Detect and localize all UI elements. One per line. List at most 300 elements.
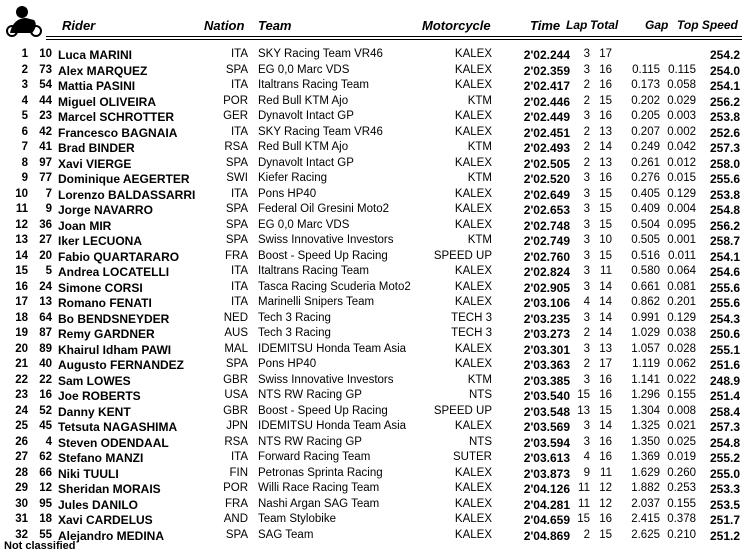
gap-to-previous-cell: 0.028 [667, 342, 696, 355]
lap-time-cell: 2'02.760 [523, 249, 570, 264]
header-total: Total [590, 18, 619, 32]
total-laps-cell: 16 [599, 435, 612, 448]
total-laps-cell: 16 [599, 79, 612, 91]
table-row [0, 249, 745, 265]
top-speed-cell: 256.2 [709, 94, 740, 109]
team-cell: Italtrans Racing Team [258, 79, 370, 91]
top-speed-cell: 254.0 [709, 63, 740, 78]
rider-number-cell: 24 [39, 280, 52, 293]
gap-to-previous-cell: 0.062 [667, 358, 696, 370]
rider-name-cell: Alejandro MEDINA [58, 528, 165, 543]
team-cell: Forward Racing Team [258, 451, 371, 463]
team-cell: Tech 3 Racing [258, 327, 331, 339]
gap-to-first-cell: 0.173 [631, 79, 660, 91]
total-laps-cell: 12 [599, 497, 612, 510]
rider-number-cell: 42 [39, 125, 52, 138]
total-laps-cell: 15 [599, 218, 612, 231]
motorcycle-cell: SPEED UP [433, 404, 492, 417]
top-speed-cell: 253.3 [709, 482, 740, 496]
position-cell: 27 [15, 451, 28, 463]
rider-name-cell: Tetsuta NAGASHIMA [58, 420, 178, 434]
motorcycle-cell: KTM [467, 141, 492, 153]
top-speed-cell: 255.6 [709, 280, 740, 295]
position-cell: 28 [15, 466, 28, 479]
motorcycle-cell: KALEX [454, 528, 492, 541]
table-row [0, 218, 745, 234]
lap-cell: 3 [583, 187, 590, 200]
rider-number-cell: 36 [39, 218, 52, 231]
top-speed-cell: 251.2 [709, 528, 740, 543]
nation-cell: ITA [230, 296, 248, 308]
table-row [0, 94, 745, 110]
motorcycle-cell: KALEX [454, 342, 492, 355]
motorcycle-cell: KALEX [454, 63, 492, 76]
motorcycle-cell: KALEX [454, 466, 492, 479]
gap-to-previous-cell: 0.081 [667, 280, 696, 293]
table-row [0, 528, 745, 544]
team-cell: Dynavolt Intact GP [258, 110, 354, 122]
rider-name-cell: Miguel OLIVEIRA [58, 94, 157, 109]
team-cell: Pons HP40 [258, 187, 317, 200]
gap-to-first-cell: 1.141 [631, 373, 660, 386]
table-row [0, 125, 745, 141]
total-laps-cell: 16 [599, 389, 612, 401]
gap-to-first-cell: 1.057 [631, 342, 660, 355]
top-speed-cell: 251.6 [709, 358, 740, 372]
position-cell: 17 [15, 296, 28, 308]
lap-cell: 4 [583, 296, 590, 308]
position-cell: 1 [21, 48, 28, 60]
nation-cell: GBR [223, 404, 248, 417]
rider-number-cell: 62 [39, 451, 52, 463]
header-divider [46, 36, 742, 37]
nation-cell: JPN [226, 420, 248, 432]
rider-name-cell: Sheridan MORAIS [58, 482, 161, 496]
total-laps-cell: 15 [599, 203, 612, 215]
total-laps-cell: 13 [599, 156, 612, 169]
table-row [0, 373, 745, 389]
lap-time-cell: 2'03.594 [523, 435, 570, 450]
lap-cell: 2 [583, 358, 590, 370]
total-laps-cell: 17 [599, 358, 612, 370]
gap-to-first-cell: 0.249 [631, 141, 660, 153]
total-laps-cell: 13 [599, 125, 612, 138]
gap-to-previous-cell: 0.011 [668, 249, 696, 262]
team-cell: Team Stylobike [258, 513, 336, 525]
motorcycle-cell: KTM [467, 373, 492, 386]
rider-name-cell: Bo BENDSNEYDER [58, 311, 170, 326]
position-cell: 10 [15, 187, 28, 200]
gap-to-previous-cell: 0.015 [667, 172, 696, 184]
team-cell: Red Bull KTM Ajo [258, 94, 349, 107]
gap-to-previous-cell: 0.260 [667, 466, 696, 479]
team-cell: Petronas Sprinta Racing [258, 466, 383, 479]
gap-to-first-cell: 0.261 [631, 156, 660, 169]
lap-time-cell: 2'03.301 [523, 342, 570, 357]
position-cell: 31 [15, 513, 28, 525]
gap-to-first-cell: 1.350 [631, 435, 660, 448]
top-speed-cell: 253.5 [709, 497, 740, 512]
lap-time-cell: 2'03.363 [523, 358, 570, 372]
top-speed-cell: 258.0 [709, 156, 740, 171]
rider-number-cell: 27 [39, 234, 52, 246]
header-rider: Rider [62, 18, 96, 33]
rider-name-cell: Fabio QUARTARARO [58, 249, 180, 264]
gap-to-previous-cell: 0.058 [667, 79, 696, 91]
nation-cell: ITA [230, 451, 248, 463]
nation-cell: ITA [230, 79, 248, 91]
lap-cell: 13 [577, 404, 590, 417]
position-cell: 12 [15, 218, 28, 231]
table-row [0, 435, 745, 451]
nation-cell: POR [223, 482, 248, 494]
team-cell: NTS RW Racing GP [258, 389, 362, 401]
total-laps-cell: 14 [599, 420, 612, 432]
position-cell: 13 [15, 234, 28, 246]
rider-name-cell: Xavi VIERGE [58, 156, 132, 171]
lap-time-cell: 2'03.106 [523, 296, 570, 310]
gap-to-first-cell: 1.629 [631, 466, 660, 479]
lap-cell: 2 [583, 79, 590, 91]
gap-to-previous-cell: 0.253 [667, 482, 696, 494]
nation-cell: SPA [225, 203, 248, 215]
rider-number-cell: 54 [39, 79, 52, 91]
table-row [0, 311, 745, 327]
gap-to-first-cell: 0.504 [631, 218, 660, 231]
rider-name-cell: Francesco BAGNAIA [58, 125, 178, 140]
total-laps-cell: 16 [599, 63, 612, 76]
header-lap: Lap [566, 18, 588, 32]
nation-cell: RSA [224, 435, 248, 448]
lap-cell: 2 [583, 125, 590, 138]
gap-to-previous-cell: 0.022 [667, 373, 696, 386]
rider-name-cell: Mattia PASINI [58, 79, 136, 93]
gap-to-previous-cell: 0.064 [667, 265, 696, 277]
gap-to-previous-cell: 0.129 [667, 311, 696, 324]
motorcycle-cell: KALEX [454, 110, 492, 122]
rider-number-cell: 52 [39, 404, 52, 417]
rider-name-cell: Dominique AEGERTER [58, 172, 190, 186]
top-speed-cell: 255.2 [709, 451, 740, 465]
position-cell: 21 [15, 358, 28, 370]
lap-cell: 3 [583, 234, 590, 246]
nation-cell: RSA [224, 141, 248, 153]
table-row [0, 171, 745, 187]
nation-cell: FRA [225, 249, 248, 262]
team-cell: Swiss Innovative Investors [258, 234, 394, 246]
position-cell: 4 [21, 94, 28, 107]
motorcycle-cell: NTS [469, 389, 492, 401]
motorcycle-cell: KALEX [454, 513, 492, 525]
rider-number-cell: 18 [39, 513, 52, 525]
lap-time-cell: 2'02.505 [523, 156, 570, 171]
total-laps-cell: 17 [599, 48, 612, 60]
nation-cell: SPA [225, 528, 248, 541]
rider-number-cell: 64 [39, 311, 52, 324]
team-cell: Boost - Speed Up Racing [258, 404, 388, 417]
gap-to-previous-cell: 0.095 [667, 218, 696, 231]
rider-name-cell: Steven ODENDAAL [58, 435, 169, 450]
nation-cell: ITA [230, 125, 248, 138]
position-cell: 14 [15, 249, 28, 262]
gap-to-previous-cell: 0.129 [667, 187, 696, 200]
gap-to-previous-cell: 0.008 [667, 404, 696, 417]
lap-cell: 2 [583, 141, 590, 153]
lap-time-cell: 2'03.540 [523, 389, 570, 403]
lap-cell: 15 [577, 389, 590, 401]
total-laps-cell: 11 [600, 466, 612, 479]
gap-to-first-cell: 1.325 [631, 420, 660, 432]
gap-to-first-cell: 0.516 [631, 249, 660, 262]
position-cell: 25 [15, 420, 28, 432]
top-speed-cell: 254.6 [709, 265, 740, 279]
top-speed-cell: 257.3 [709, 420, 740, 434]
motorcycle-cell: KTM [467, 172, 492, 184]
gap-to-first-cell: 0.661 [631, 280, 660, 293]
table-row [0, 512, 745, 528]
lap-cell: 2 [583, 94, 590, 107]
top-speed-cell: 255.6 [709, 172, 740, 186]
position-cell: 2 [21, 63, 28, 76]
total-laps-cell: 13 [599, 342, 612, 355]
gap-to-first-cell: 0.202 [631, 94, 660, 107]
gap-to-first-cell: 0.205 [631, 110, 660, 122]
motorcycle-cell: KALEX [454, 265, 492, 277]
lap-cell: 3 [583, 373, 590, 386]
lap-cell: 15 [577, 513, 590, 525]
top-speed-cell: 254.1 [709, 79, 740, 93]
lap-time-cell: 2'03.548 [523, 404, 570, 419]
lap-cell: 3 [583, 265, 590, 277]
motorcycle-cell: KALEX [454, 187, 492, 200]
top-speed-cell: 257.3 [709, 141, 740, 155]
table-row [0, 187, 745, 203]
lap-time-cell: 2'03.613 [523, 451, 570, 465]
lap-cell: 3 [583, 172, 590, 184]
team-cell: Swiss Innovative Investors [258, 373, 394, 386]
lap-cell: 11 [578, 482, 590, 494]
motorcycle-cell: KALEX [454, 203, 492, 215]
gap-to-first-cell: 1.029 [631, 327, 660, 339]
motorcycle-cell: NTS [469, 435, 492, 448]
lap-time-cell: 2'04.126 [523, 482, 570, 496]
lap-cell: 3 [583, 203, 590, 215]
top-speed-cell: 251.7 [709, 513, 740, 527]
rider-number-cell: 9 [45, 203, 52, 215]
position-cell: 18 [15, 311, 28, 324]
rider-number-cell: 20 [39, 249, 52, 262]
team-cell: Dynavolt Intact GP [258, 156, 354, 169]
nation-cell: AND [223, 513, 248, 525]
rider-name-cell: Luca MARINI [58, 48, 133, 62]
rider-number-cell: 40 [39, 358, 52, 370]
lap-time-cell: 2'02.653 [523, 203, 570, 217]
lap-cell: 2 [583, 327, 590, 339]
table-row [0, 202, 745, 218]
position-cell: 11 [15, 203, 28, 215]
lap-time-cell: 2'02.417 [523, 79, 570, 93]
team-cell: SKY Racing Team VR46 [258, 125, 383, 138]
top-speed-cell: 253.8 [709, 187, 740, 202]
motorcycle-cell: KALEX [454, 280, 492, 293]
gap-to-first-cell: 1.369 [631, 451, 660, 463]
header-motorcycle: Motorcycle [422, 18, 491, 33]
table-row [0, 404, 745, 420]
rider-name-cell: Simone CORSI [58, 280, 143, 295]
top-speed-cell: 255.0 [709, 466, 740, 481]
total-laps-cell: 11 [600, 265, 612, 277]
motorcycle-cell: TECH 3 [451, 327, 492, 339]
gap-to-previous-cell: 0.210 [667, 528, 696, 541]
rider-number-cell: 55 [39, 528, 52, 541]
position-cell: 6 [21, 125, 28, 138]
table-row [0, 47, 745, 63]
rider-name-cell: Khairul Idham PAWI [58, 342, 172, 357]
position-cell: 29 [15, 482, 28, 494]
rider-number-cell: 10 [39, 48, 52, 60]
lap-time-cell: 2'03.235 [523, 311, 570, 326]
motorcycle-cell: KALEX [454, 420, 492, 432]
gap-to-previous-cell: 0.012 [667, 156, 696, 169]
team-cell: Willi Race Racing Team [258, 482, 380, 494]
rider-name-cell: Romano FENATI [58, 296, 152, 310]
rider-name-cell: Remy GARDNER [58, 327, 155, 341]
gap-to-first-cell: 1.296 [631, 389, 660, 401]
top-speed-cell: 254.8 [709, 203, 740, 217]
total-laps-cell: 16 [599, 451, 612, 463]
motorcycle-cell: KALEX [454, 218, 492, 231]
rider-name-cell: Lorenzo BALDASSARRI [58, 187, 196, 202]
top-speed-cell: 256.2 [709, 218, 740, 233]
gap-to-previous-cell: 0.019 [667, 451, 696, 463]
rider-name-cell: Alex MARQUEZ [58, 63, 148, 78]
top-speed-cell: 252.6 [709, 125, 740, 140]
team-cell: Tasca Racing Scuderia Moto2 [258, 280, 411, 293]
position-cell: 23 [15, 389, 28, 401]
results-table [0, 47, 745, 543]
total-laps-cell: 15 [599, 249, 612, 262]
lap-time-cell: 2'02.749 [523, 234, 570, 248]
lap-cell: 3 [583, 311, 590, 324]
rider-name-cell: Stefano MANZI [58, 451, 144, 465]
position-cell: 3 [21, 79, 28, 91]
lap-time-cell: 2'02.449 [523, 110, 570, 124]
team-cell: Tech 3 Racing [258, 311, 331, 324]
gap-to-previous-cell: 0.021 [667, 420, 696, 432]
gap-to-previous-cell: 0.201 [667, 296, 696, 308]
lap-cell: 3 [583, 280, 590, 293]
position-cell: 15 [15, 265, 28, 277]
total-laps-cell: 16 [599, 513, 612, 525]
header-divider [46, 39, 742, 40]
gap-to-previous-cell: 0.155 [667, 389, 696, 401]
team-cell: SAG Team [258, 528, 314, 541]
lap-cell: 3 [583, 48, 590, 60]
lap-cell: 11 [578, 497, 590, 510]
gap-to-previous-cell: 0.002 [667, 125, 696, 138]
gap-to-first-cell: 0.115 [632, 63, 660, 76]
lap-time-cell: 2'02.748 [523, 218, 570, 233]
total-laps-cell: 14 [599, 141, 612, 153]
gap-to-previous-cell: 0.025 [667, 435, 696, 448]
top-speed-cell: 250.6 [709, 327, 740, 341]
lap-cell: 2 [583, 528, 590, 541]
gap-to-first-cell: 0.276 [631, 172, 660, 184]
position-cell: 22 [15, 373, 28, 386]
gap-to-previous-cell: 0.029 [667, 94, 696, 107]
gap-to-first-cell: 2.625 [631, 528, 660, 541]
motorcycle-cell: KALEX [454, 497, 492, 510]
nation-cell: GBR [223, 373, 248, 386]
rider-name-cell: Jorge NAVARRO [58, 203, 153, 217]
table-row [0, 497, 745, 513]
total-laps-cell: 16 [599, 172, 612, 184]
rider-name-cell: Sam LOWES [58, 373, 131, 388]
lap-time-cell: 2'03.569 [523, 420, 570, 434]
nation-cell: ITA [230, 265, 248, 277]
position-cell: 16 [15, 280, 28, 293]
nation-cell: FIN [229, 466, 248, 479]
rider-number-cell: 5 [45, 265, 52, 277]
total-laps-cell: 15 [599, 187, 612, 200]
gap-to-previous-cell: 0.155 [667, 497, 696, 510]
nation-cell: ITA [230, 48, 248, 60]
gap-to-first-cell: 2.415 [631, 513, 660, 525]
lap-time-cell: 2'04.869 [523, 528, 570, 543]
rider-name-cell: Joan MIR [58, 218, 112, 233]
rider-number-cell: 44 [39, 94, 52, 107]
gap-to-first-cell: 0.207 [631, 125, 660, 138]
table-row [0, 419, 745, 435]
table-row [0, 78, 745, 94]
team-cell: IDEMITSU Honda Team Asia [258, 420, 407, 432]
gap-to-previous-cell: 0.038 [667, 327, 696, 339]
rider-name-cell: Augusto FERNANDEZ [58, 358, 184, 372]
total-laps-cell: 15 [599, 404, 612, 417]
motorcycle-cell: KALEX [454, 79, 492, 91]
lap-cell: 3 [583, 420, 590, 432]
rider-number-cell: 45 [39, 420, 52, 432]
rider-number-cell: 16 [39, 389, 52, 401]
team-cell: Kiefer Racing [258, 172, 328, 184]
position-cell: 19 [15, 327, 28, 339]
header-nation: Nation [204, 18, 245, 33]
rider-number-cell: 41 [39, 141, 52, 153]
gap-to-previous-cell: 0.003 [667, 110, 696, 122]
motorcycle-cell: KALEX [454, 482, 492, 494]
top-speed-cell: 255.6 [709, 296, 740, 310]
position-cell: 30 [15, 497, 28, 510]
team-cell: SKY Racing Team VR46 [258, 48, 383, 60]
total-laps-cell: 14 [599, 311, 612, 324]
footer-note: Not classified [4, 540, 76, 552]
rider-name-cell: Danny KENT [58, 404, 131, 419]
rider-number-cell: 12 [39, 482, 52, 494]
nation-cell: FRA [225, 497, 248, 510]
total-laps-cell: 15 [599, 528, 612, 541]
lap-time-cell: 2'02.359 [523, 63, 570, 78]
top-speed-cell: 254.1 [709, 249, 740, 264]
rider-name-cell: Marcel SCHROTTER [58, 110, 175, 124]
lap-time-cell: 2'02.649 [523, 187, 570, 202]
team-cell: Pons HP40 [258, 358, 317, 370]
gap-to-first-cell: 0.862 [631, 296, 660, 308]
top-speed-cell: 251.4 [709, 389, 740, 403]
gap-to-first-cell: 2.037 [631, 497, 660, 510]
position-cell: 8 [21, 156, 28, 169]
lap-time-cell: 2'02.824 [523, 265, 570, 279]
gap-to-first-cell: 0.991 [631, 311, 660, 324]
